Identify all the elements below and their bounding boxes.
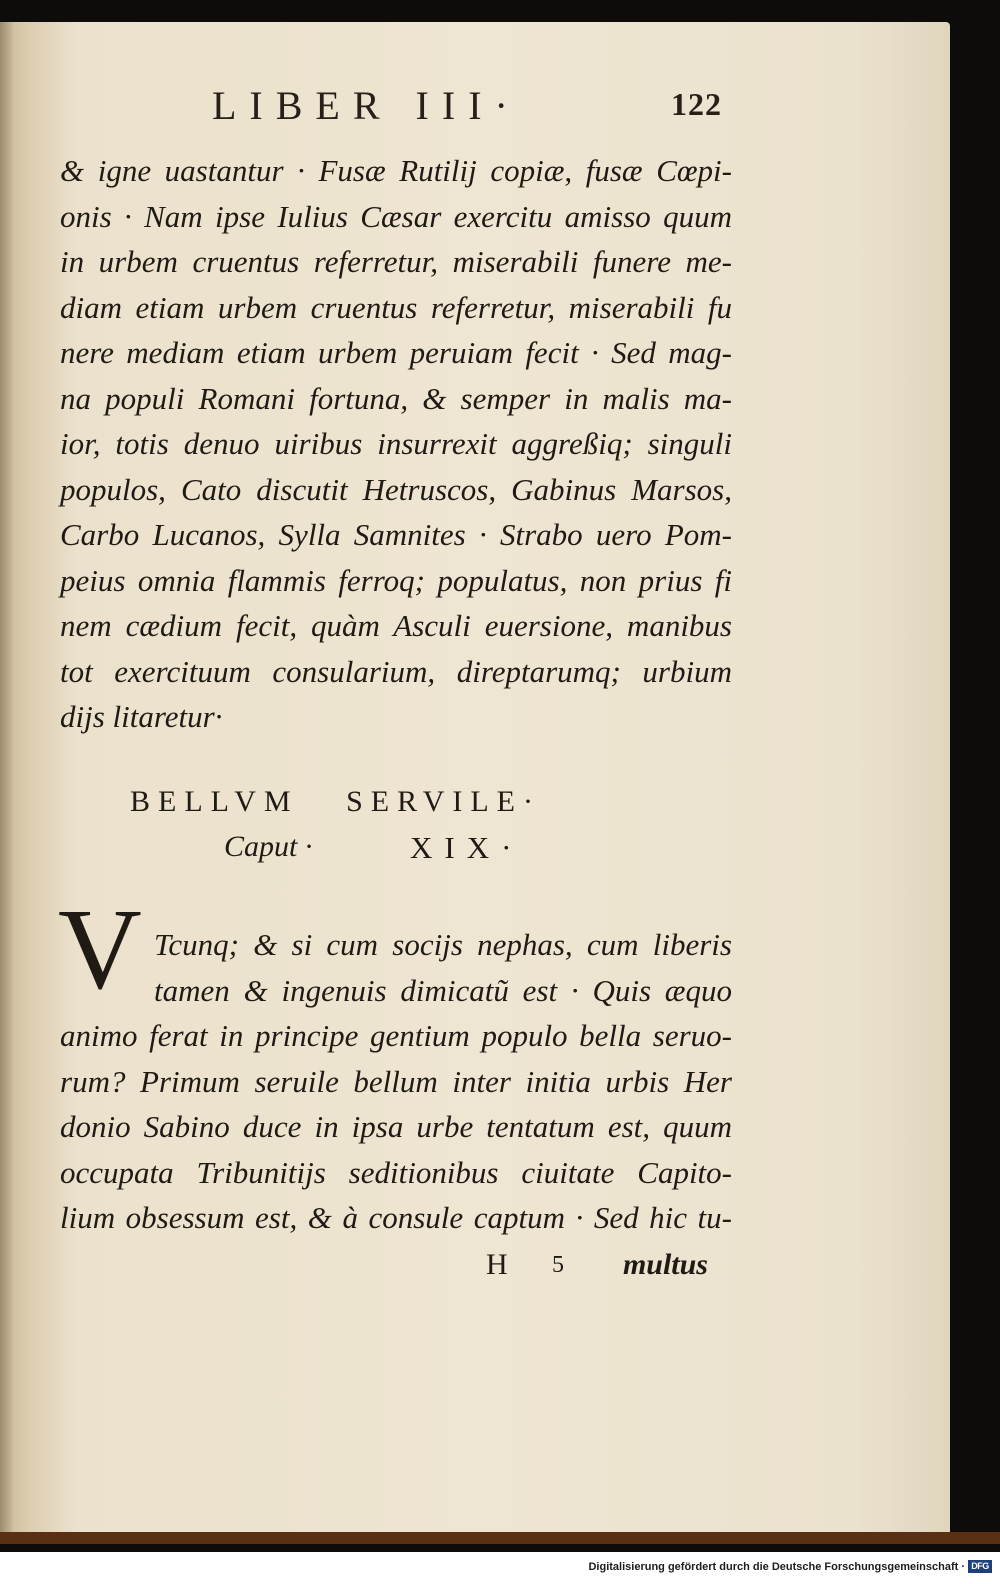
signature-mark: H [486,1248,508,1281]
text-line: nere mediam etiam urbem peruiam fecit · Sed mag- [60,335,732,370]
text-line: diam etiam urbem cruentus referretur, miserabili fu [60,289,732,325]
text-block-before-chapter [60,148,732,740]
dfg-logo-icon: DFG [968,1560,992,1573]
catchword: multus [622,1248,708,1281]
text-line: populos, Cato discutit Hetruscos, Gabinus Marsos, [60,471,732,507]
page-footer [486,1248,708,1294]
text-line: donio Sabino duce in ipsa urbe tentatum est, quum [60,1109,732,1144]
text-line: Carbo Lucanos, Sylla Samnites · Strabo uero Pom- [60,517,732,552]
text-line: tot exercituum consularium, direptarumq; urbium [60,653,732,689]
page-number: 122 [671,86,722,122]
text-line: occupata Tribunitijs seditionibus ciuitate Capito- [60,1154,732,1190]
book-bottom-edge [0,1532,1000,1544]
text-line: peius omnia flammis ferroq; populatus, non prius fi [60,562,732,598]
chapter-title: BELLVM SERVILE· [130,785,541,818]
text-line: Tcunq; & si cum socijs nephas, cum liberis [154,927,732,962]
credit-text: Digitalisierung gefördert durch die Deutsche Forschungsgemeinschaft · [588,1560,965,1573]
running-head: LIBER III· [212,83,521,128]
page-gutter-shadow [0,22,14,1540]
text-line: tamen & ingenuis dimicatũ est · Quis æquo [154,972,732,1008]
page-header [212,82,722,132]
text-line: & igne uastantur · Fusæ Rutilij copiæ, fusæ Cœpi- [60,153,732,188]
digitization-credit [588,1560,992,1573]
text-line: animo ferat in principe gentium populo bella seruo- [60,1018,732,1053]
text-line: onis · Nam ipse Iulius Cæsar exercitu amisso quum [60,198,732,234]
chapter-caput [224,830,564,872]
signature-number: 5 [552,1252,564,1278]
text-line: ior, totis denuo uiribus insurrexit aggreßiq; singuli [60,426,732,461]
text-line: rum? Primum seruile bellum inter initia urbis Her [60,1063,732,1099]
caput-label: Caput · [224,830,313,863]
text-line: in urbem cruentus referretur, miserabili funere me- [60,244,732,279]
text-line: lium obsessum est, & à consule captum · Sed hic tu- [60,1200,732,1235]
text-block-chapter [60,922,732,1241]
drop-cap-initial: V [58,886,142,1014]
text-line: nem cædium fecit, quàm Asculi euersione, manibus [60,608,732,643]
text-line: na populi Romani fortuna, & semper in malis ma- [60,380,732,416]
text-line-last: dijs litaretur· [60,699,223,734]
caput-number: XIX· [410,830,524,865]
